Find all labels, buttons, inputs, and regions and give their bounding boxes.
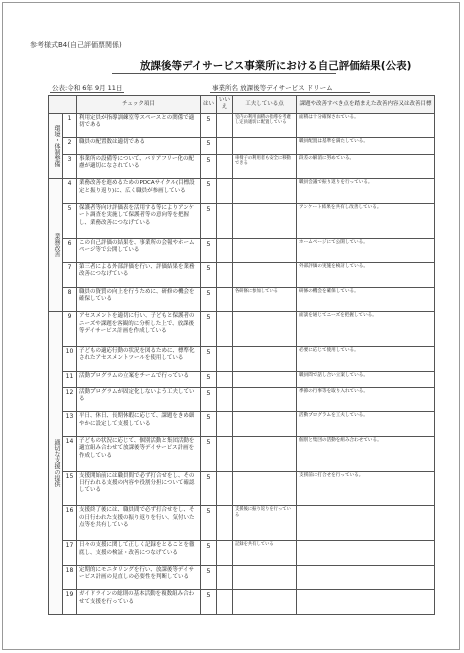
yes-count: 5 (201, 138, 217, 154)
check-item: 日々の支援に関して正しく記録をとることを徹底し、支援の検証・改善につなげている (77, 541, 201, 566)
row-number: 5 (63, 203, 77, 238)
no-count (217, 238, 233, 263)
improvement-note: 活動プログラムを工夫している。 (297, 412, 435, 437)
effort-note (233, 412, 297, 437)
title-underline (112, 73, 336, 74)
no-count (217, 346, 233, 371)
row-number: 17 (63, 541, 77, 566)
row-number: 6 (63, 238, 77, 263)
yes-count: 5 (201, 471, 217, 506)
table-row (49, 506, 435, 541)
table-row (49, 312, 435, 347)
row-number: 2 (63, 138, 77, 154)
date-underline (50, 92, 124, 93)
no-count (217, 154, 233, 179)
facility-underline (210, 92, 370, 93)
header-improve: 課題や改善すべき点を踏まえた改善内容又は改善目標 (297, 96, 435, 114)
yes-count: 5 (201, 312, 217, 347)
effort-note: 車椅子の利用者も安全に移動できる (233, 154, 297, 179)
header-check: チェック項目 (77, 96, 201, 114)
table-row (49, 471, 435, 506)
table-row (49, 179, 435, 204)
effort-note (233, 179, 297, 204)
yes-count: 5 (201, 387, 217, 412)
no-count (217, 590, 233, 615)
check-item: 事業所の設備等について、バリアフリー化の配慮が適切になされている (77, 154, 201, 179)
table-row (49, 287, 435, 312)
yes-count: 5 (201, 590, 217, 615)
table-row (49, 346, 435, 371)
yes-count: 5 (201, 179, 217, 204)
improvement-note (297, 590, 435, 615)
check-item: 支援終了後には、職員間で必ず打合せをし、その日行われた支援の振り返りを行い、気付いた点等を共有している (77, 506, 201, 541)
check-item: 支援開始前には職員間で必ず打合せをし、その日行われる支援の内容や役割分担について確認している (77, 471, 201, 506)
check-item: 定期的にモニタリングを行い、放課後等デイサービス計画の見直しの必要性を判断している (77, 565, 201, 590)
no-count (217, 436, 233, 471)
header-no: いいえ (217, 96, 233, 114)
header-yes: はい (201, 96, 217, 114)
check-item: 子どもの状況に応じて、個別活動と集団活動を適宜組み合わせて放課後等デイサービス計画を作成している (77, 436, 201, 471)
table-row (49, 590, 435, 615)
check-item: 業務改善を進めるためのPDCAサイクル(目標設定と振り返り)に、広く職員が参画している (77, 179, 201, 204)
row-number: 4 (63, 179, 77, 204)
row-number: 15 (63, 471, 77, 506)
no-count (217, 471, 233, 506)
table-row (49, 154, 435, 179)
effort-note (233, 471, 297, 506)
table-row (49, 436, 435, 471)
no-count (217, 138, 233, 154)
no-count (217, 179, 233, 204)
row-number: 10 (63, 346, 77, 371)
improvement-note: 季節の行事等を取り入れている。 (297, 387, 435, 412)
yes-count: 5 (201, 154, 217, 179)
improvement-note: 支援前に打合せを行っている。 (297, 471, 435, 506)
header-effort: 工夫している点 (233, 96, 297, 114)
row-number: 13 (63, 412, 77, 437)
check-item: 活動プログラムが固定化しないよう工夫している (77, 387, 201, 412)
improvement-note: 研修の機会を確保している。 (297, 287, 435, 312)
row-number: 12 (63, 387, 77, 412)
effort-note (233, 387, 297, 412)
yes-count: 5 (201, 506, 217, 541)
row-number: 7 (63, 263, 77, 288)
row-number: 18 (63, 565, 77, 590)
effort-note (233, 436, 297, 471)
check-item: 利用定員が指導訓練室等スペースとの関係で適切である (77, 113, 201, 138)
yes-count: 5 (201, 203, 217, 238)
row-number: 11 (63, 371, 77, 387)
yes-count: 5 (201, 565, 217, 590)
improvement-note: アンケート結果を共有し改善している。 (297, 203, 435, 238)
improvement-note: 職員配置は基準を満たしている。 (297, 138, 435, 154)
improvement-note: 面積は十分確保されている。 (297, 113, 435, 138)
row-number: 8 (63, 287, 77, 312)
evaluation-table (48, 95, 435, 615)
yes-count: 5 (201, 238, 217, 263)
check-item: 保護者等向け評価表を活用する等によりアンケート調査を実施して保護者等の意向等を把握し、業務改善につなげている (77, 203, 201, 238)
no-count (217, 287, 233, 312)
reference-label: 参考様式B4(自己評価票関係) (30, 41, 122, 49)
effort-note (233, 371, 297, 387)
yes-count: 5 (201, 263, 217, 288)
table-row (49, 203, 435, 238)
category-label: 環境・体制整備 (49, 113, 63, 178)
page-title: 放課後等デイサービス事業所における自己評価結果(公表) (140, 60, 412, 72)
improvement-note (297, 541, 435, 566)
category-label: 業務改善 (49, 179, 63, 312)
row-number: 9 (63, 312, 77, 347)
yes-count: 5 (201, 371, 217, 387)
improvement-note: 職員会議で振り返りを行っている。 (297, 179, 435, 204)
improvement-note: 面談を通じてニーズを把握している。 (297, 312, 435, 347)
no-count (217, 312, 233, 347)
improvement-note: 個別と集団の活動を組み合わせている。 (297, 436, 435, 471)
check-item: アセスメントを適切に行い、子どもと保護者のニーズや課題を客観的に分析した上で、放課後等デイサービス計画を作成している (77, 312, 201, 347)
check-item: この自己評価の結果を、事業所の会報やホームページ等で公開している (77, 238, 201, 263)
table-header (49, 96, 435, 114)
no-count (217, 113, 233, 138)
table-row (49, 565, 435, 590)
no-count (217, 506, 233, 541)
check-item: 子どもの適応行動の状況を図るために、標準化されたアセスメントツールを使用している (77, 346, 201, 371)
improvement-note (297, 565, 435, 590)
no-count (217, 371, 233, 387)
improvement-note: 外部評価の実施を検討している。 (297, 263, 435, 288)
table-row (49, 371, 435, 387)
facility-name: 事業所名 放課後等デイサービス ドリーム (212, 84, 333, 92)
table-row (49, 412, 435, 437)
check-item: 職員の資質の向上を行うために、研修の機会を確保している (77, 287, 201, 312)
check-item: ガイドラインの総則の基本活動を複数組み合わせて支援を行っている (77, 590, 201, 615)
row-number: 1 (63, 113, 77, 138)
row-number: 19 (63, 590, 77, 615)
no-count (217, 541, 233, 566)
table-row (49, 238, 435, 263)
check-item: 第三者による外部評価を行い、評価結果を業務改善につなげている (77, 263, 201, 288)
check-item: 平日、休日、長期休暇に応じて、課題をきめ細やかに設定して支援している (77, 412, 201, 437)
yes-count: 5 (201, 412, 217, 437)
yes-count: 5 (201, 287, 217, 312)
effort-note (233, 138, 297, 154)
table-row (49, 541, 435, 566)
yes-count: 5 (201, 113, 217, 138)
effort-note (233, 312, 297, 347)
improvement-note (297, 506, 435, 541)
effort-note (233, 565, 297, 590)
improvement-note: ホームページにて公開している。 (297, 238, 435, 263)
check-item: 職員の配置数は適切である (77, 138, 201, 154)
yes-count: 5 (201, 436, 217, 471)
table-row (49, 113, 435, 138)
effort-note (233, 346, 297, 371)
effort-note (233, 590, 297, 615)
improvement-note: 必要に応じて使用している。 (297, 346, 435, 371)
effort-note (233, 203, 297, 238)
row-number: 3 (63, 154, 77, 179)
no-count (217, 565, 233, 590)
table-row (49, 387, 435, 412)
no-count (217, 412, 233, 437)
check-item: 活動プログラムの立案をチームで行っている (77, 371, 201, 387)
effort-note: 支援後に振り返りを行っている (233, 506, 297, 541)
yes-count: 5 (201, 541, 217, 566)
yes-count: 5 (201, 346, 217, 371)
header-blank (49, 96, 77, 114)
table-row (49, 263, 435, 288)
improvement-note: 職員間で話し合い立案している。 (297, 371, 435, 387)
no-count (217, 263, 233, 288)
effort-note: 記録を共有している (233, 541, 297, 566)
effort-note: 各研修に参加している (233, 287, 297, 312)
improvement-note: 段差の解消に努めている。 (297, 154, 435, 179)
category-label: 適切な支援の提供 (49, 312, 63, 615)
table-row (49, 138, 435, 154)
no-count (217, 387, 233, 412)
effort-note (233, 238, 297, 263)
effort-note: 室内の利用面積の指導を考慮し定員適切に配置している (233, 113, 297, 138)
publication-date: 公表:令和 6年 9月 11日 (52, 84, 123, 92)
row-number: 14 (63, 436, 77, 471)
row-number: 16 (63, 506, 77, 541)
effort-note (233, 263, 297, 288)
no-count (217, 203, 233, 238)
